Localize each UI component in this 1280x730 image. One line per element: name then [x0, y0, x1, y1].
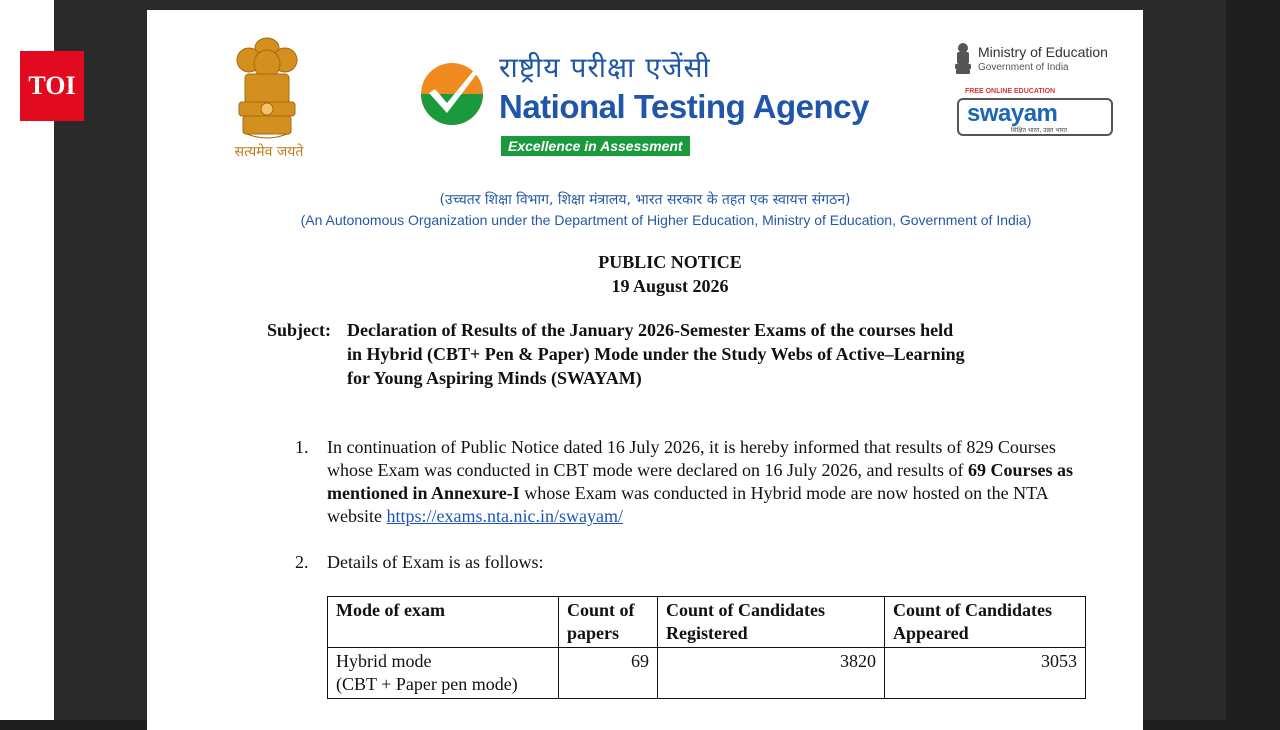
nta-swayam-link[interactable]: https://exams.nta.nic.in/swayam/ — [386, 506, 623, 526]
paragraph-1-text-a: In continuation of Public Notice dated 16 July 2026, it is hereby informed that results of 829 Courses whose Exam was conducted in CBT mode were declared on 16 July 2026, and results of — [327, 437, 1056, 480]
organization-description-hindi: (उच्चतर शिक्षा विभाग, शिक्षा मंत्रालय, भारत सरकार के तहत एक स्वायत्त संगठन) — [439, 192, 851, 208]
paragraph-1-body — [327, 436, 1083, 528]
table-cell-mode — [328, 648, 559, 699]
toi-logo-badge: TOI — [20, 51, 84, 121]
subject-line-2: in Hybrid (CBT+ Pen & Paper) Mode under the Study Webs of Active–Learning — [347, 344, 965, 364]
swayam-logo — [957, 88, 1111, 136]
mode-line-2: (CBT + Paper pen mode) — [336, 674, 518, 694]
notice-heading — [147, 250, 1143, 298]
emblem-caption: सत्यमेव जयते — [234, 144, 304, 160]
agency-name-english: National Testing Agency — [499, 88, 869, 125]
exam-details-table — [327, 596, 1086, 699]
ministry-subtitle: Government of India — [978, 62, 1069, 73]
table-header-registered: Count of Candidates Registered — [658, 597, 885, 648]
subject-line-1: Declaration of Results of the January 2026-Semester Exams of the courses held — [347, 320, 954, 340]
table-header-row — [328, 597, 1086, 648]
table-cell-papers: 69 — [559, 648, 658, 699]
table-header-appeared: Count of Candidates Appeared — [885, 597, 1086, 648]
agency-tagline: Excellence in Assessment — [501, 136, 690, 156]
table-cell-registered: 3820 — [658, 648, 885, 699]
subject-text — [347, 318, 1087, 390]
notice-date: 19 August 2026 — [611, 276, 729, 296]
paragraph-2-number: 2. — [295, 552, 309, 572]
ministry-title: Ministry of Education — [978, 44, 1108, 60]
ministry-logo — [953, 40, 1123, 80]
paragraph-1-number: 1. — [295, 437, 309, 457]
table-header-papers: Count of papers — [559, 597, 658, 648]
national-emblem-icon — [227, 34, 307, 144]
paragraph-1-text-b: whose Exam was conducted in Hybrid mode are now hosted on the NTA website — [327, 483, 1048, 526]
document-page — [147, 10, 1143, 730]
table-header-mode: Mode of exam — [328, 597, 559, 648]
swayam-wordmark: swayam — [967, 100, 1058, 127]
agency-name-hindi: राष्ट्रीय परीक्षा एजेंसी — [499, 51, 711, 84]
subject-label: Subject: — [267, 320, 331, 340]
notice-title: PUBLIC NOTICE — [598, 252, 742, 272]
table-cell-appeared: 3053 — [885, 648, 1086, 699]
right-margin — [1226, 0, 1280, 720]
mode-line-1: Hybrid mode — [336, 651, 432, 671]
table-row — [328, 648, 1086, 699]
paragraph-1-bold: 69 Courses as mentioned in Annexure-I — [327, 460, 1074, 503]
swayam-top-text: FREE ONLINE EDUCATION — [965, 88, 1056, 95]
subject-line-3: for Young Aspiring Minds (SWAYAM) — [347, 368, 642, 388]
paragraph-2-body: Details of Exam is as follows: — [327, 552, 544, 572]
organization-description-english: (An Autonomous Organization under the Department of Higher Education, Ministry of Education, Government of India) — [300, 212, 1032, 228]
ministry-emblem-icon — [953, 42, 973, 76]
nta-logo-icon — [419, 57, 485, 131]
swayam-slogan: शिक्षित भारत, उन्नत भारत — [1011, 127, 1067, 134]
